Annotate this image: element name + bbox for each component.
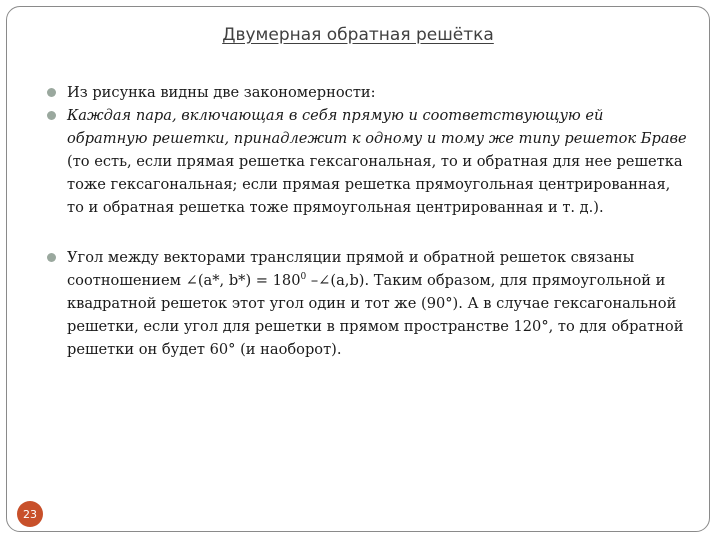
bullet-item-3 [47, 246, 687, 361]
bullet-italic-lead: Каждая пара, включающая в себя прямую и соответствующую ей обратную решетки, принадлежит к одному и тому же типу решеток Браве [67, 107, 687, 147]
slide-title: Двумерная обратная решётка [222, 25, 494, 45]
bullet-dot-icon [47, 111, 56, 120]
bullet-dot-icon [47, 88, 56, 97]
bullet-item-2 [47, 104, 687, 219]
bullet-item-1 [47, 81, 687, 104]
bullet-text-after: –∠(a,b). Таким образом, для прямоугольной и квадратной решеток этот угол один и тот же (90°). А в случае гексагональной решетки, если угол для решетки в прямом пространстве 120°, то для обратной решетки он будет 60° (и наоборот). [67, 272, 684, 358]
slide [6, 6, 710, 532]
bullet-text: (то есть, если прямая решетка гексагональная, то и обратная для нее решетка тоже гексагональная; если прямая решетка прямоугольная центрированная, то и обратная решетка тоже прямоугольная центрированная и т. д.). [67, 153, 683, 216]
bullet-dot-icon [47, 253, 56, 262]
bullet-text: Из рисунка видны две закономерности: [67, 84, 376, 101]
page-number-badge: 23 [17, 501, 43, 527]
slide-content [47, 81, 687, 361]
degree-superscript: 0 [300, 272, 307, 283]
bullet-text-before: Угол между векторами трансляции прямой и обратной решеток связаны соотношением ∠(a*, b*) = 180 [67, 249, 635, 289]
